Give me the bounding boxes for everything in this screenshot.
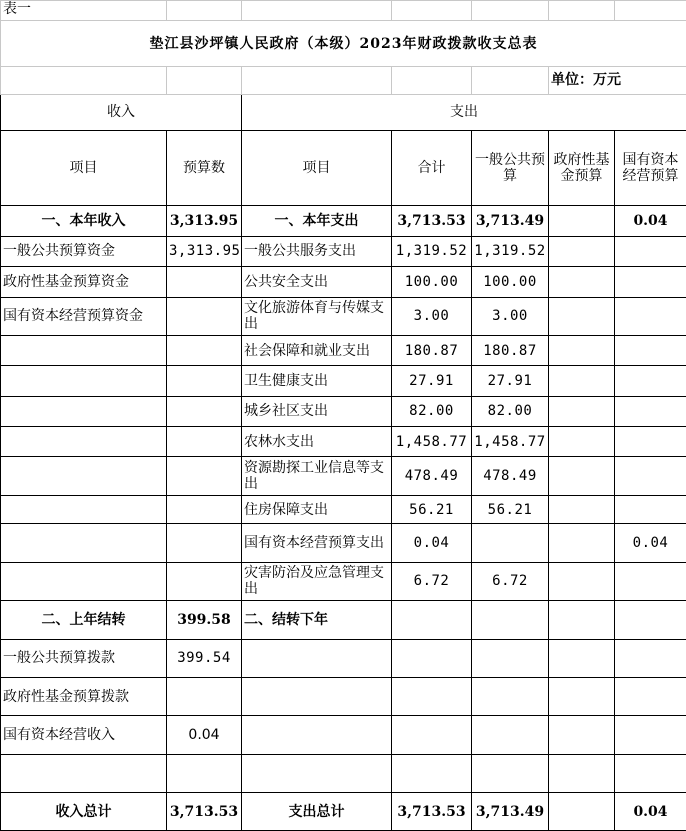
income-value [167,754,242,792]
expense-fund [549,601,615,639]
expense-fund-total [549,793,615,831]
expense-item [242,678,392,716]
expense-total: 27.91 [392,366,472,396]
table-tag: 表一 [1,1,167,21]
income-value [167,335,242,365]
empty-cell [242,66,392,94]
income-item [1,562,167,600]
expense-general: 3,713.49 [472,206,549,236]
expense-fund [549,236,615,266]
expense-item: 一般公共服务支出 [242,236,392,266]
general-budget-header: 一般公共预算 [472,130,549,206]
income-value [167,495,242,523]
expense-general: 56.21 [472,495,549,523]
expense-item: 社会保障和就业支出 [242,335,392,365]
income-item: 一般公共预算资金 [1,236,167,266]
expense-state [615,495,686,523]
expense-state [615,335,686,365]
expense-state [615,366,686,396]
expense-fund [549,495,615,523]
empty-cell [472,66,549,94]
expense-state [615,754,686,792]
expense-general: 1,458.77 [472,427,549,457]
expense-state [615,716,686,754]
expense-general [472,754,549,792]
expense-state [615,236,686,266]
expense-fund [549,297,615,335]
income-item [1,495,167,523]
income-item [1,427,167,457]
expense-total: 1,458.77 [392,427,472,457]
expense-item: 文化旅游体育与传媒支出 [242,297,392,335]
income-total-label: 收入总计 [1,793,167,831]
expense-general: 82.00 [472,396,549,426]
expense-fund [549,427,615,457]
income-value [167,678,242,716]
income-total-value: 3,713.53 [167,793,242,831]
expense-state-total: 0.04 [615,793,686,831]
income-value [167,427,242,457]
income-value [167,366,242,396]
page-title: 垫江县沙坪镇人民政府（本级）2023年财政拨款收支总表 [1,21,686,67]
income-header: 收入 [1,95,242,130]
income-item: 政府性基金预算拨款 [1,678,167,716]
expense-total [392,678,472,716]
income-item [1,366,167,396]
expense-fund [549,396,615,426]
expense-general: 100.00 [472,267,549,297]
expense-state [615,396,686,426]
expense-total-label: 支出总计 [242,793,392,831]
expense-item [242,639,392,677]
income-item: 国有资本经营预算资金 [1,297,167,335]
expense-total: 0.04 [392,524,472,562]
expense-item: 住房保障支出 [242,495,392,523]
expense-total: 82.00 [392,396,472,426]
income-item: 政府性基金预算资金 [1,267,167,297]
expense-general-total: 3,713.49 [472,793,549,831]
empty-cell [549,1,615,21]
empty-cell [615,1,686,21]
expense-total: 3.00 [392,297,472,335]
expense-fund [549,639,615,677]
expense-general [472,678,549,716]
expense-item: 一、本年支出 [242,206,392,236]
expense-item: 城乡社区支出 [242,396,392,426]
expense-general: 180.87 [472,335,549,365]
expense-fund [549,366,615,396]
expense-fund [549,716,615,754]
expense-item: 二、结转下年 [242,601,392,639]
expense-fund [549,267,615,297]
expense-header: 支出 [242,95,686,130]
income-value: 399.58 [167,601,242,639]
state-capital-header: 国有资本经营预算 [615,130,686,206]
empty-cell [392,1,472,21]
expense-state [615,267,686,297]
expense-fund [549,335,615,365]
expense-general [472,601,549,639]
expense-item: 农林水支出 [242,427,392,457]
expense-item: 卫生健康支出 [242,366,392,396]
expense-state [615,639,686,677]
empty-cell [167,1,242,21]
expense-general: 6.72 [472,562,549,600]
expense-fund [549,206,615,236]
income-item [1,754,167,792]
expense-total: 478.49 [392,457,472,495]
income-value [167,524,242,562]
expense-state [615,457,686,495]
expense-general [472,639,549,677]
empty-cell [1,66,167,94]
income-item: 二、上年结转 [1,601,167,639]
income-item: 国有资本经营收入 [1,716,167,754]
expense-total: 3,713.53 [392,206,472,236]
expense-state [615,297,686,335]
expense-state [615,678,686,716]
income-item: 一般公共预算拨款 [1,639,167,677]
expense-total: 1,319.52 [392,236,472,266]
income-item: 一、本年收入 [1,206,167,236]
expense-general [472,716,549,754]
expense-state [615,562,686,600]
empty-cell [392,66,472,94]
income-value: 3,313.95 [167,206,242,236]
expense-general [472,524,549,562]
fund-budget-header: 政府性基金预算 [549,130,615,206]
income-item [1,396,167,426]
expense-state: 0.04 [615,206,686,236]
expense-item [242,716,392,754]
unit-label: 单位：万元 [549,66,686,94]
expense-state: 0.04 [615,524,686,562]
empty-cell [167,66,242,94]
expense-item: 国有资本经营预算支出 [242,524,392,562]
expense-total: 100.00 [392,267,472,297]
expense-general: 1,319.52 [472,236,549,266]
empty-cell [242,1,392,21]
empty-cell [472,1,549,21]
income-item [1,457,167,495]
expense-fund [549,457,615,495]
income-value [167,562,242,600]
income-item [1,335,167,365]
income-value: 3,313.95 [167,236,242,266]
expense-state [615,427,686,457]
expense-fund [549,524,615,562]
income-item [1,524,167,562]
total-header: 合计 [392,130,472,206]
expense-item [242,754,392,792]
expense-grand-total: 3,713.53 [392,793,472,831]
expense-total [392,754,472,792]
income-value: 399.54 [167,639,242,677]
expense-total: 56.21 [392,495,472,523]
expense-fund [549,754,615,792]
expense-fund [549,678,615,716]
expense-total [392,601,472,639]
expense-state [615,601,686,639]
income-value: 0.04 [167,716,242,754]
expense-general: 3.00 [472,297,549,335]
income-value [167,457,242,495]
expense-item: 灾害防治及应急管理支出 [242,562,392,600]
expense-fund [549,562,615,600]
expense-general: 27.91 [472,366,549,396]
expense-item-header: 项目 [242,130,392,206]
income-budget-header: 预算数 [167,130,242,206]
expense-total [392,716,472,754]
income-value [167,267,242,297]
expense-general: 478.49 [472,457,549,495]
expense-item: 资源勘探工业信息等支出 [242,457,392,495]
expense-total: 180.87 [392,335,472,365]
income-value [167,396,242,426]
expense-total: 6.72 [392,562,472,600]
income-value [167,297,242,335]
expense-total [392,639,472,677]
income-item-header: 项目 [1,130,167,206]
expense-item: 公共安全支出 [242,267,392,297]
